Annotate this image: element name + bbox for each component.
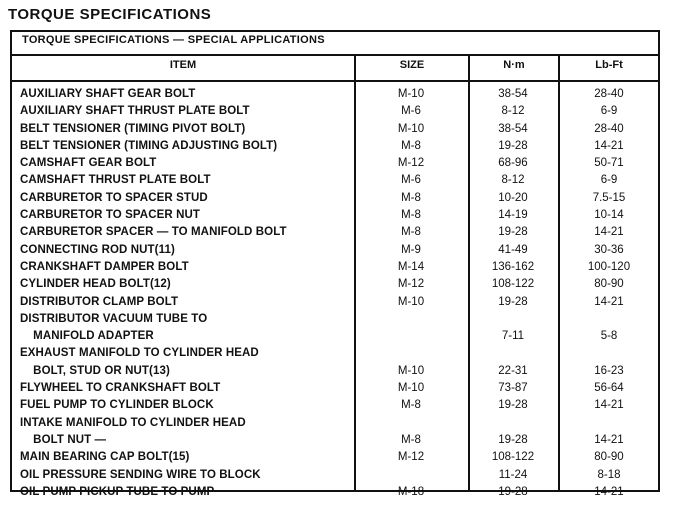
cell-lbft: 10-14 (594, 209, 624, 222)
cell-size: M-10 (397, 122, 425, 135)
cell-lbft: 14-21 (594, 485, 624, 498)
subtitle-divider (12, 54, 658, 56)
cell-lbft: 14-21 (594, 226, 624, 239)
torque-table (10, 30, 660, 498)
table-row (12, 86, 658, 103)
cell-lbft: 14-21 (594, 433, 624, 446)
cell-lbft: 14-21 (594, 139, 624, 152)
cell-size: M-10 (397, 364, 425, 377)
table-row (12, 432, 658, 449)
cell-item: EXHAUST MANIFOLD TO CYLINDER HEAD (20, 347, 259, 360)
cell-nm: 8-12 (501, 105, 525, 118)
cell-size: M-8 (401, 139, 421, 152)
table-row (12, 363, 658, 380)
cell-item: AUXILIARY SHAFT GEAR BOLT (20, 88, 196, 100)
cell-nm: 19-28 (498, 226, 528, 239)
cell-item: FUEL PUMP TO CYLINDER BLOCK (20, 399, 214, 412)
cell-size: M-12 (397, 157, 425, 170)
cell-lbft: 28-40 (594, 122, 624, 135)
cell-nm: 7-11 (501, 330, 525, 343)
cell-nm: 19-28 (498, 399, 528, 412)
table-row (12, 121, 658, 138)
table-row (12, 242, 658, 259)
cell-lbft: 50-71 (594, 157, 624, 170)
cell-lbft: 30-36 (594, 243, 624, 256)
cell-nm: 19-28 (498, 295, 528, 308)
cell-item: INTAKE MANIFOLD TO CYLINDER HEAD (20, 416, 246, 429)
cell-lbft: 56-64 (594, 382, 624, 395)
cell-nm: 38-54 (498, 88, 528, 100)
cell-item: MAIN BEARING CAP BOLT(15) (20, 451, 190, 464)
cell-nm: 108-122 (491, 278, 535, 291)
table-row (12, 224, 658, 241)
cell-size: M-10 (397, 88, 425, 100)
cell-size: M-12 (397, 278, 425, 291)
table-row (12, 380, 658, 397)
cell-size: M-8 (401, 191, 421, 204)
cell-lbft: 14-21 (594, 295, 624, 308)
cell-item: BELT TENSIONER (TIMING ADJUSTING BOLT) (20, 139, 278, 152)
cell-lbft: 80-90 (594, 451, 624, 464)
table-row (12, 259, 658, 276)
cell-nm: 19-28 (498, 139, 528, 152)
cell-item: CAMSHAFT THRUST PLATE BOLT (20, 174, 211, 187)
cell-nm: 108-122 (491, 451, 535, 464)
cell-item: OIL PUMP PICKUP TUBE TO PUMP (20, 485, 215, 498)
cell-nm: 41-49 (498, 243, 528, 256)
cell-item: CAMSHAFT GEAR BOLT (20, 157, 157, 170)
cell-size: M-10 (397, 295, 425, 308)
cell-size: M-14 (397, 260, 425, 273)
header-size: SIZE (399, 59, 425, 71)
cell-lbft: 5-8 (600, 330, 618, 343)
cell-nm: 19-28 (498, 485, 528, 498)
cell-lbft: 28-40 (594, 88, 624, 100)
cell-nm: 14-19 (498, 209, 528, 222)
cell-lbft: 8-18 (597, 468, 621, 481)
cell-item: DISTRIBUTOR CLAMP BOLT (20, 295, 179, 308)
cell-nm: 19-28 (498, 433, 528, 446)
cell-item: AUXILIARY SHAFT THRUST PLATE BOLT (20, 105, 250, 118)
table-row (12, 345, 658, 362)
cell-size: M-8 (401, 209, 421, 222)
table-row (12, 328, 658, 345)
cell-size: M-8 (401, 433, 421, 446)
table-row (12, 138, 658, 155)
cell-size: M-6 (401, 105, 421, 118)
cell-size: M-18 (397, 485, 425, 498)
cell-item: CARBURETOR SPACER — TO MANIFOLD BOLT (20, 226, 287, 239)
header-nm: N·m (503, 59, 525, 71)
table-row (12, 294, 658, 311)
table-body (12, 86, 658, 501)
cell-size: M-9 (401, 243, 421, 256)
table-row (12, 449, 658, 466)
cell-item: CARBURETOR TO SPACER NUT (20, 209, 201, 222)
cell-nm: 22-31 (498, 364, 528, 377)
cell-item: DISTRIBUTOR VACUUM TUBE TO (20, 312, 208, 325)
cell-lbft: 6-9 (600, 105, 618, 118)
cell-item: BOLT, STUD OR NUT(13) (20, 364, 170, 377)
cell-item: CRANKSHAFT DAMPER BOLT (20, 260, 189, 273)
cell-lbft: 7.5-15 (592, 191, 626, 204)
cell-size: M-6 (401, 174, 421, 187)
cell-lbft: 80-90 (594, 278, 624, 291)
table-row (12, 467, 658, 484)
cell-item: BOLT NUT — (20, 433, 107, 446)
cell-lbft: 16-23 (594, 364, 624, 377)
cell-item: MANIFOLD ADAPTER (20, 330, 154, 343)
cell-size: M-12 (397, 451, 425, 464)
cell-item: OIL PRESSURE SENDING WIRE TO BLOCK (20, 468, 261, 481)
header-lbft: Lb-Ft (595, 59, 623, 71)
table-row (12, 311, 658, 328)
table-subtitle: TORQUE SPECIFICATIONS — SPECIAL APPLICATIONS (22, 34, 325, 46)
cell-size: M-10 (397, 382, 425, 395)
table-row (12, 415, 658, 432)
cell-nm: 136-162 (491, 260, 535, 273)
table-row (12, 172, 658, 189)
cell-item: BELT TENSIONER (TIMING PIVOT BOLT) (20, 122, 246, 135)
table-row (12, 397, 658, 414)
cell-lbft: 14-21 (594, 399, 624, 412)
cell-size: M-8 (401, 399, 421, 412)
table-row (12, 155, 658, 172)
cell-nm: 10-20 (498, 191, 528, 204)
cell-item: CYLINDER HEAD BOLT(12) (20, 278, 171, 291)
cell-nm: 11-24 (498, 468, 528, 481)
cell-lbft: 100-120 (587, 260, 631, 273)
table-row (12, 484, 658, 501)
table-row (12, 190, 658, 207)
cell-item: CONNECTING ROD NUT(11) (20, 243, 175, 256)
cell-nm: 68-96 (498, 157, 528, 170)
page-title: TORQUE SPECIFICATIONS (8, 6, 212, 23)
cell-nm: 38-54 (498, 122, 528, 135)
cell-item: FLYWHEEL TO CRANKSHAFT BOLT (20, 382, 221, 395)
table-row (12, 103, 658, 120)
cell-item: CARBURETOR TO SPACER STUD (20, 191, 208, 204)
header-item: ITEM (169, 59, 197, 71)
table-row (12, 276, 658, 293)
cell-nm: 73-87 (498, 382, 528, 395)
cell-size: M-8 (401, 226, 421, 239)
cell-lbft: 6-9 (600, 174, 618, 187)
table-row (12, 207, 658, 224)
cell-nm: 8-12 (501, 174, 525, 187)
header-divider (12, 80, 658, 82)
